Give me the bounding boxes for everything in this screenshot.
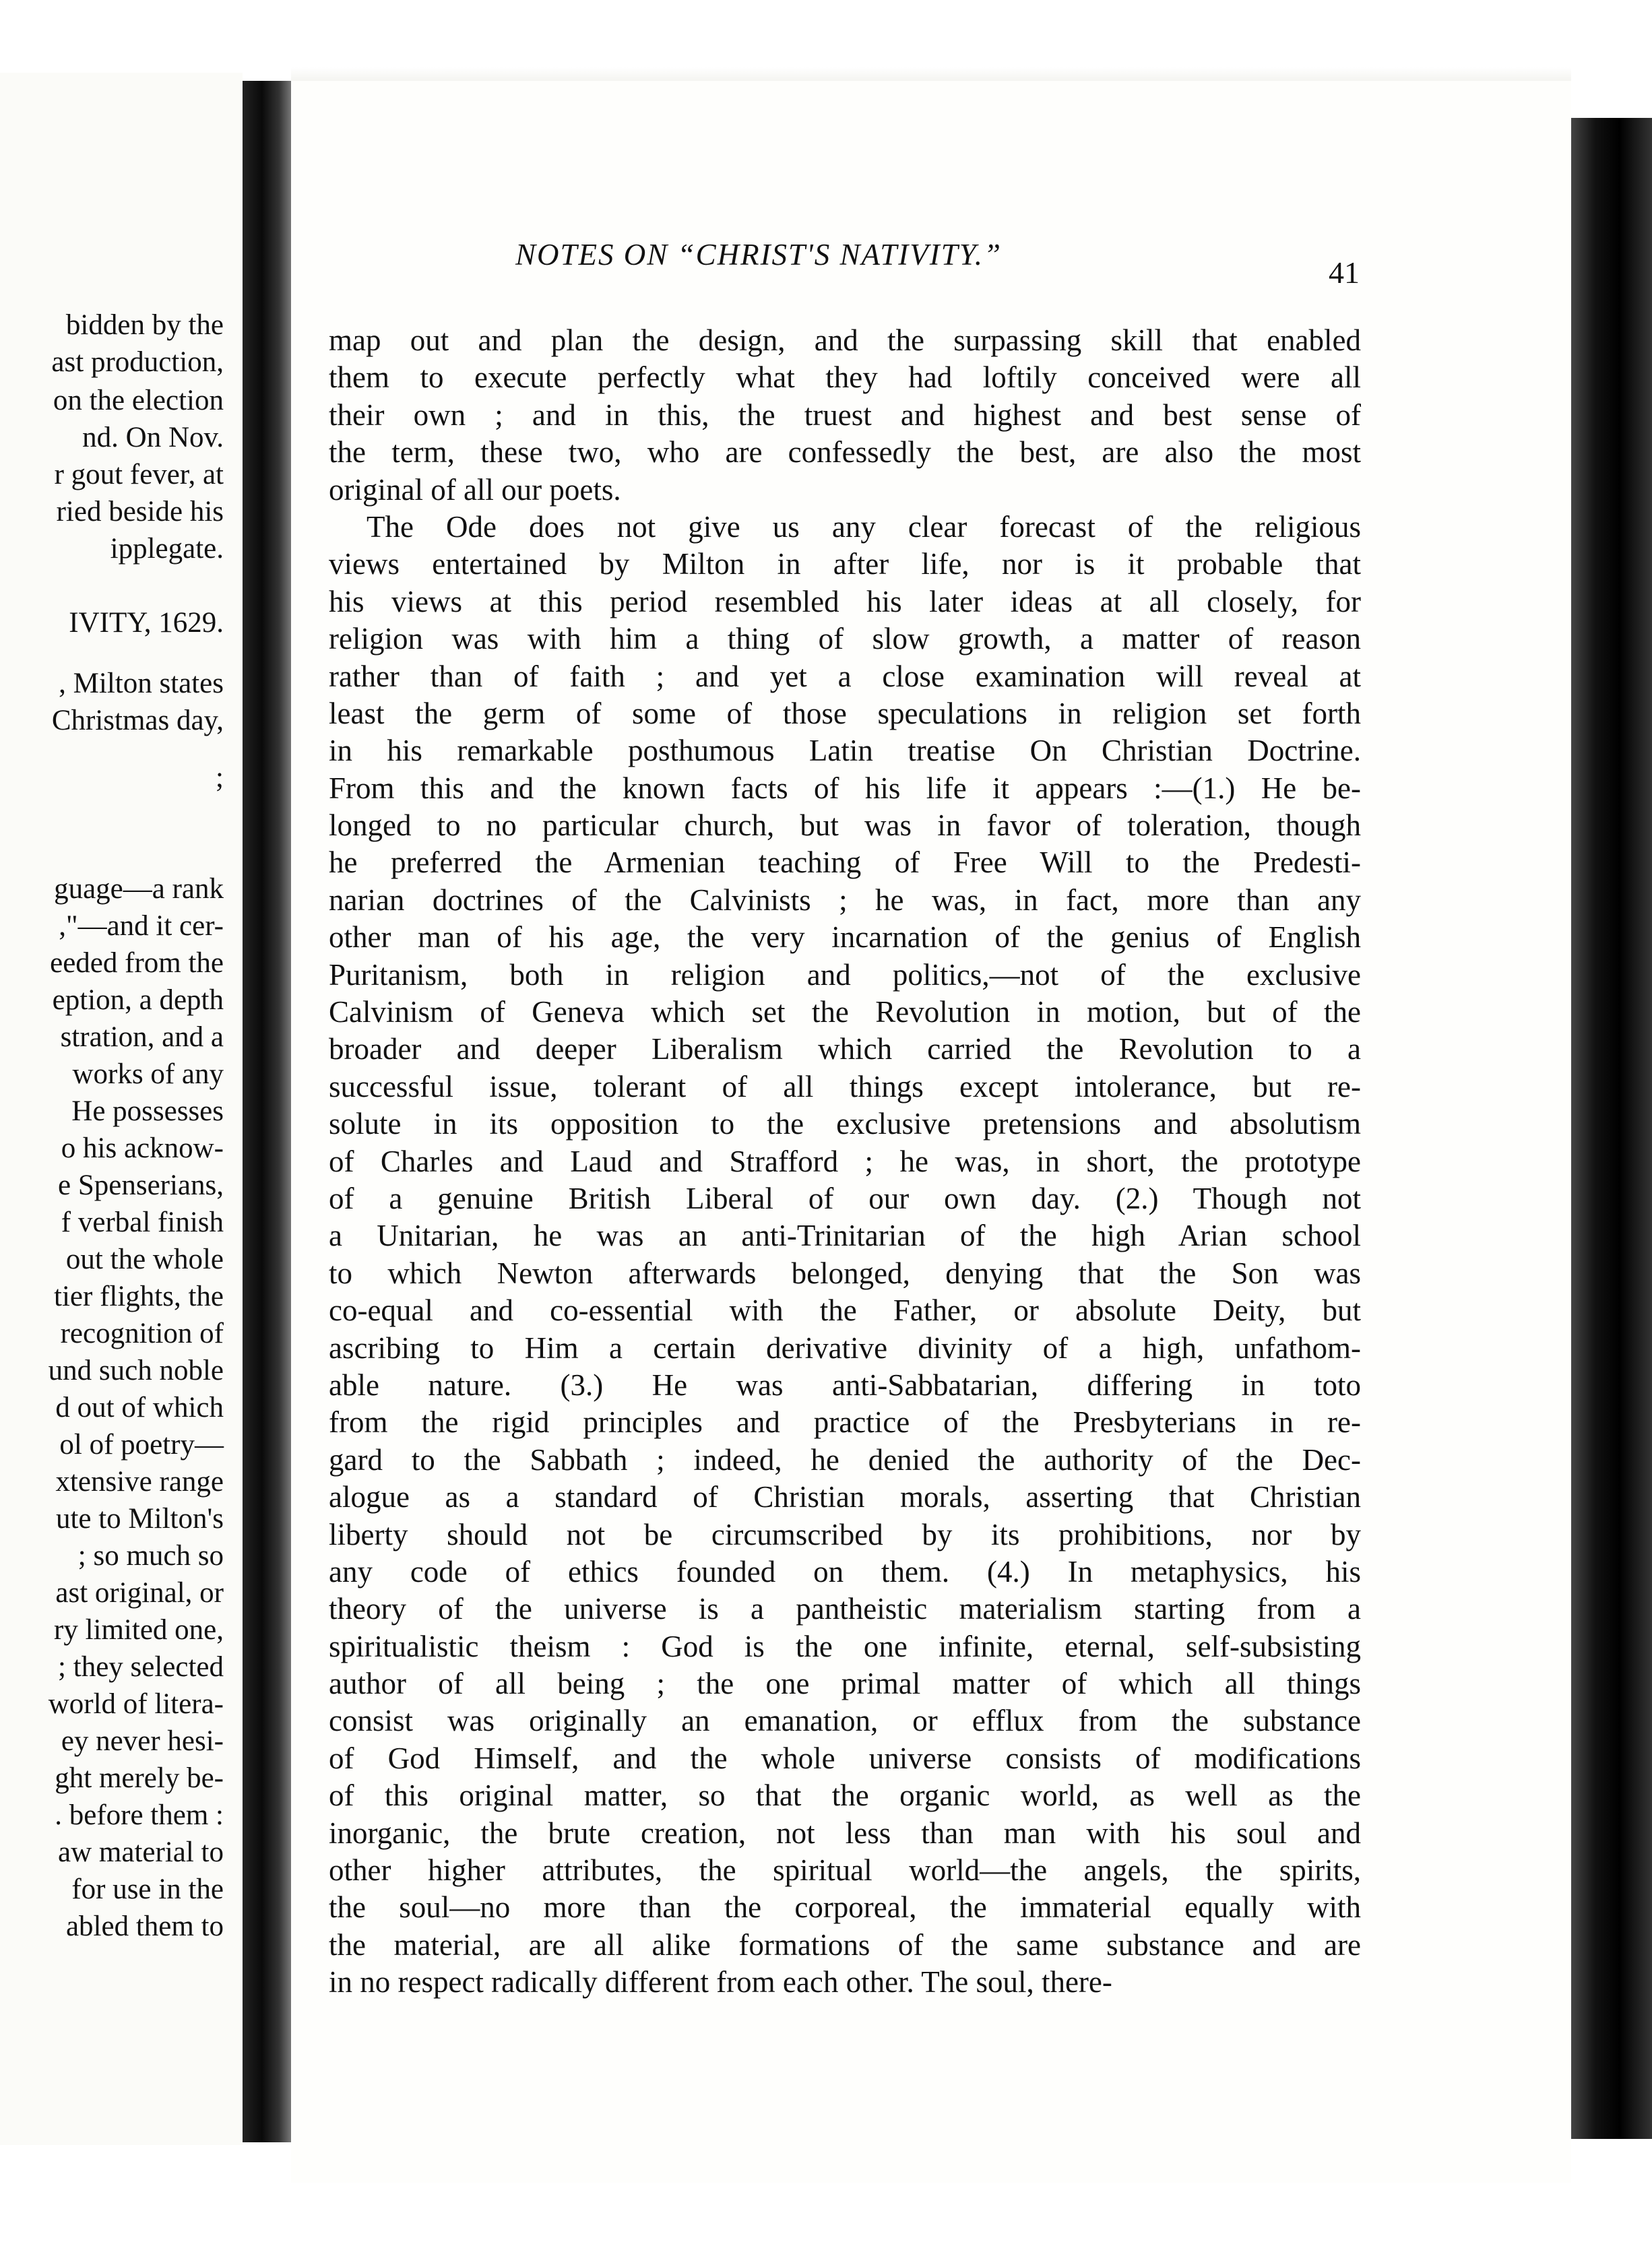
left-page-line: ; they selected — [58, 1651, 224, 1683]
body-text-line: of this original matter, so that the organic world, as well as the — [329, 1779, 1361, 1813]
body-text-line: of Charles and Laud and Strafford ; he was, in short, the prototype — [329, 1144, 1361, 1178]
page-number: 41 — [1329, 255, 1360, 290]
body-text-line: in no respect radically different from each other. The soul, there- — [329, 1965, 1112, 1999]
body-text-line: from the rigid principles and practice of the Presbyterians in re- — [329, 1405, 1361, 1440]
body-text-line: co-equal and co-essential with the Father, or absolute Deity, but — [329, 1293, 1361, 1328]
body-text-line: ascribing to Him a certain derivative divinity of a high, unfathom- — [329, 1331, 1361, 1365]
left-page-line: on the election — [53, 385, 224, 416]
left-page-line: IVITY, 1629. — [69, 607, 224, 639]
body-text-line: inorganic, the brute creation, not less than man with his soul and — [329, 1816, 1361, 1850]
previous-page-fragment — [0, 73, 243, 2145]
left-page-line: recognition of — [60, 1318, 224, 1349]
left-page-line: bidden by the — [65, 309, 224, 341]
left-page-line: aw material to — [58, 1836, 224, 1868]
left-page-line: ast original, or — [55, 1577, 224, 1609]
body-text-line: Calvinism of Geneva which set the Revolution in motion, but of the — [329, 995, 1361, 1029]
body-text-line: the soul—no more than the corporeal, the immaterial equally with — [329, 1890, 1361, 1925]
left-page-line: ey never hesi- — [61, 1725, 224, 1757]
left-page-line: ,"—and it cer- — [59, 910, 224, 942]
body-text-line: spiritualistic theism : God is the one infinite, eternal, self-subsisting — [329, 1629, 1361, 1663]
left-page-line: ry limited one, — [54, 1614, 224, 1646]
left-page-line: ast production, — [51, 346, 224, 378]
left-page-line: nd. On Nov. — [82, 422, 224, 453]
left-page-line: world of litera- — [48, 1688, 224, 1720]
body-text-line: longed to no particular church, but was in favor of toleration, though — [329, 808, 1361, 843]
left-page-line: und such noble — [48, 1355, 224, 1386]
body-text-line: them to execute perfectly what they had loftily conceived were all — [329, 360, 1361, 395]
body-text-line: he preferred the Armenian teaching of Free Will to the Predesti- — [329, 845, 1361, 880]
left-page-line: ried beside his — [56, 496, 224, 527]
page-edge-shadow — [1571, 118, 1652, 2139]
body-text-line: liberty should not be circumscribed by its prohibitions, nor by — [329, 1517, 1361, 1551]
body-text-line: of God Himself, and the whole universe consists of modifications — [329, 1741, 1361, 1775]
body-text-line: The Ode does not give us any clear forecast of the religious — [367, 509, 1361, 544]
body-text-line: views entertained by Milton in after life, nor is it probable that — [329, 547, 1361, 581]
left-page-line: ipplegate. — [110, 533, 224, 565]
left-page-line: f verbal finish — [61, 1207, 224, 1238]
body-text-line: rather than of faith ; and yet a close examination will reveal at — [329, 659, 1361, 693]
body-text-line: map out and plan the design, and the surpassing skill that enabled — [329, 323, 1361, 357]
body-text-line: a Unitarian, he was an anti-Trinitarian of the high Arian school — [329, 1219, 1361, 1253]
left-page-line: out the whole — [65, 1244, 224, 1275]
left-page-line: stration, and a — [60, 1021, 224, 1053]
body-text — [329, 322, 1361, 2001]
body-text-line: to which Newton afterwards belonged, denying that the Son was — [329, 1256, 1361, 1290]
left-page-line: ; so much so — [77, 1540, 224, 1572]
left-page-line: , Milton states — [59, 668, 224, 699]
left-page-line: ght merely be- — [55, 1762, 224, 1794]
body-text-line: of a genuine British Liberal of our own day. (2.) Though not — [329, 1181, 1361, 1215]
body-text-line: Puritanism, both in religion and politics,—not of the exclusive — [329, 957, 1361, 992]
left-page-line: e Spenserians, — [58, 1170, 224, 1201]
body-text-line: other man of his age, the very incarnation of the genius of English — [329, 920, 1361, 955]
body-text-line: the term, these two, who are confessedly the best, are also the most — [329, 435, 1361, 470]
running-head: NOTES ON “CHRIST'S NATIVITY.” — [515, 238, 1002, 271]
left-page-line: for use in the — [71, 1873, 224, 1905]
left-page-line: eption, a depth — [52, 984, 224, 1016]
left-page-line: xtensive range — [55, 1466, 224, 1498]
body-text-line: solute in its opposition to the exclusive pretensions and absolutism — [329, 1107, 1361, 1141]
left-page-line: He possesses — [71, 1095, 224, 1127]
left-page-line: ol of poetry— — [59, 1429, 224, 1461]
body-text-line: author of all being ; the one primal matter of which all things — [329, 1667, 1361, 1701]
body-text-line: any code of ethics founded on them. (4.) In metaphysics, his — [329, 1554, 1361, 1589]
left-page-line: guage—a rank — [54, 873, 224, 905]
book-gutter — [243, 81, 291, 2142]
left-page-line: d out of which — [55, 1392, 224, 1423]
left-page-line: tier flights, the — [54, 1281, 224, 1312]
body-text-line: religion was with him a thing of slow growth, a matter of reason — [329, 622, 1361, 656]
body-text-line: the material, are all alike formations of the same substance and are — [329, 1927, 1361, 1962]
left-page-line: eeded from the — [50, 947, 224, 979]
left-page-line: ; — [216, 762, 224, 794]
body-text-line: other higher attributes, the spiritual world—the angels, the spirits, — [329, 1853, 1361, 1888]
body-text-line: theory of the universe is a pantheistic materialism starting from a — [329, 1592, 1361, 1626]
body-text-line: narian doctrines of the Calvinists ; he was, in fact, more than any — [329, 883, 1361, 917]
left-page-line: abled them to — [65, 1911, 224, 1942]
left-page-line: r gout fever, at — [54, 459, 224, 490]
body-text-line: in his remarkable posthumous Latin treatise On Christian Doctrine. — [329, 734, 1361, 768]
body-text-line: alogue as a standard of Christian morals, asserting that Christian — [329, 1480, 1361, 1514]
left-page-line: Christmas day, — [51, 705, 224, 736]
body-text-line: broader and deeper Liberalism which carried the Revolution to a — [329, 1032, 1361, 1066]
body-text-line: From this and the known facts of his life it appears :—(1.) He be- — [329, 771, 1361, 805]
left-page-line: works of any — [72, 1058, 224, 1090]
body-text-line: original of all our poets. — [329, 472, 621, 507]
left-page-line: . before them : — [55, 1799, 224, 1831]
body-text-line: consist was originally an emanation, or efflux from the substance — [329, 1704, 1361, 1738]
body-text-line: their own ; and in this, the truest and highest and best sense of — [329, 397, 1361, 432]
body-text-line: least the germ of some of those speculations in religion set forth — [329, 696, 1361, 730]
body-text-line: able nature. (3.) He was anti-Sabbatarian, differing in toto — [329, 1368, 1361, 1402]
body-text-line: successful issue, tolerant of all things except intolerance, but re- — [329, 1069, 1361, 1103]
body-text-line: his views at this period resembled his later ideas at all closely, for — [329, 584, 1361, 618]
left-page-line: ute to Milton's — [55, 1503, 224, 1535]
body-text-line: gard to the Sabbath ; indeed, he denied the authority of the Dec- — [329, 1442, 1361, 1477]
page-top-edge — [291, 67, 1571, 82]
left-page-line: o his acknow- — [61, 1132, 224, 1164]
